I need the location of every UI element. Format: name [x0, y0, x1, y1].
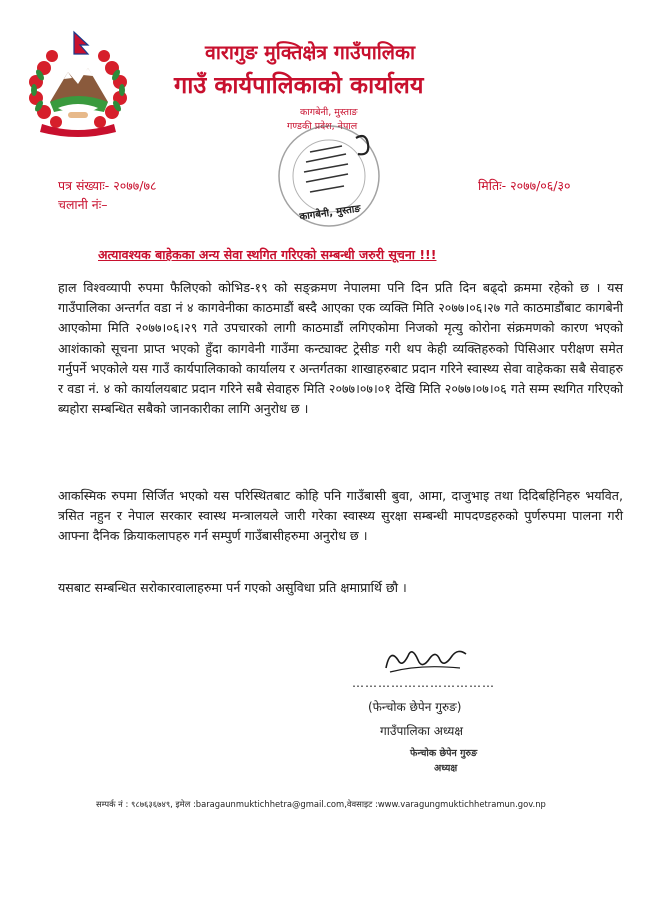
body-paragraph-1: हाल विश्वव्यापी रुपमा फैलिएको कोभिड-१९ को सङ्क्रमण नेपालमा पनि दिन प्रति दिन बढ्दो क्रममा रहेको छ । यस गाउँपालिका अन्तर्गत वडा नं ४ कागवेनीका काठमाडौं बस्दै आएका एक व्यक्ति मिति २०७७।०६।२७ गते काठमाडौंबाट कागबेनी आएकोमा मिति २०७७।०६।२९ गते उपचारको लागी काठमाडौं लगिएकोमा निजको मृत्यु कोरोना संक्रमणको कारण भएको आशंकाको सूचना प्राप्त भएको हुँदा कागवेनी गाउँमा कन्ट्याक्ट ट्रेसीङ गरी थप केही व्यक्तिहरुको पिसिआर परीक्षण समेत गर्नुपर्ने भएकोले यस गाउँ कार्यपालिकाको कार्यालय र अन्तर्गतका शाखाहरुबाट प्रदान गरिने स्वास्थ्य सेवा वाहेकका सबै सेवाहरु र वडा नं. ४ को कार्यालयबाट प्रदान गरिने सबै सेवाहरु मिति २०७७।०७।०१ देखि मिति २०७७।०७।०६ गते सम्म स्थगित गरिएको ब्यहोरा सम्बन्धित सबैको जानकारीका लागि अनुरोध छ ।	[58, 280, 623, 417]
municipality-name: वारागुङ मुक्तिक्षेत्र गाउँपालिका	[205, 41, 416, 64]
notice-subject: अत्यावश्यक बाहेकका अन्य सेवा स्थगित गरिएको सम्बन्धी जरुरी सूचना !!!	[98, 247, 437, 262]
stamp-title: अध्यक्ष	[434, 763, 458, 774]
handwritten-signature-icon	[380, 638, 470, 678]
stamp-name: फेन्चोक छेपेन गुरुङ	[410, 748, 478, 759]
office-name: गाउँ कार्यपालिकाको कार्यालय	[174, 71, 424, 99]
footer-contact: सम्पर्क नं : ९८७६३६७४९, इमेल :baragaunmuktichhetra@gmail.com,वेवसाइट :www.varagungmuktichhetramun.gov.np	[96, 799, 546, 809]
round-office-seal-icon	[270, 122, 388, 230]
letter-number: पत्र संख्याः- २०७७/७८	[58, 178, 157, 193]
signer-name: (फेन्चोक छेपेन गुरुङ)	[368, 700, 462, 714]
letter-date: मितिः- २०७७/०६/३०	[478, 178, 571, 193]
body-paragraph-3: यसबाट सम्बन्धित सरोकारवालाहरुमा पर्न गएको असुविधा प्रति क्षमाप्रार्थि छौ ।	[58, 580, 407, 595]
seal-text: कागबेनी, मुस्ताङ	[298, 203, 362, 223]
nepal-emblem-logo-icon	[22, 28, 134, 140]
dispatch-number: चलानी नंः–	[58, 197, 108, 212]
body-paragraph-2: आकस्मिक रुपमा सिर्जित भएको यस परिस्थितबाट कोहि पनि गाउँबासी बुवा, आमा, दाजुभाइ तथा दिदिबहिनिहरु भयवित, त्रसित नहुन र नेपाल सरकार स्वास्थ मन्त्रालयले जारी गरेका स्वास्थ्य सुरक्षा सम्बन्धी मापदण्डहरुको पुर्णरुपमा पालना गरी आफ्ना दैनिक क्रियाकलापहरु गर्न सम्पुर्ण गाउँबासीहरुमा अनुरोध छ ।	[58, 488, 623, 544]
signature-line: ……………………………	[352, 676, 495, 690]
address-line-2: गण्डकी प्रदेश, नेपाल	[287, 121, 358, 132]
signer-title: गाउँपालिका अध्यक्ष	[380, 724, 463, 738]
address-line-1: कागबेनी, मुस्ताङ	[300, 107, 358, 118]
